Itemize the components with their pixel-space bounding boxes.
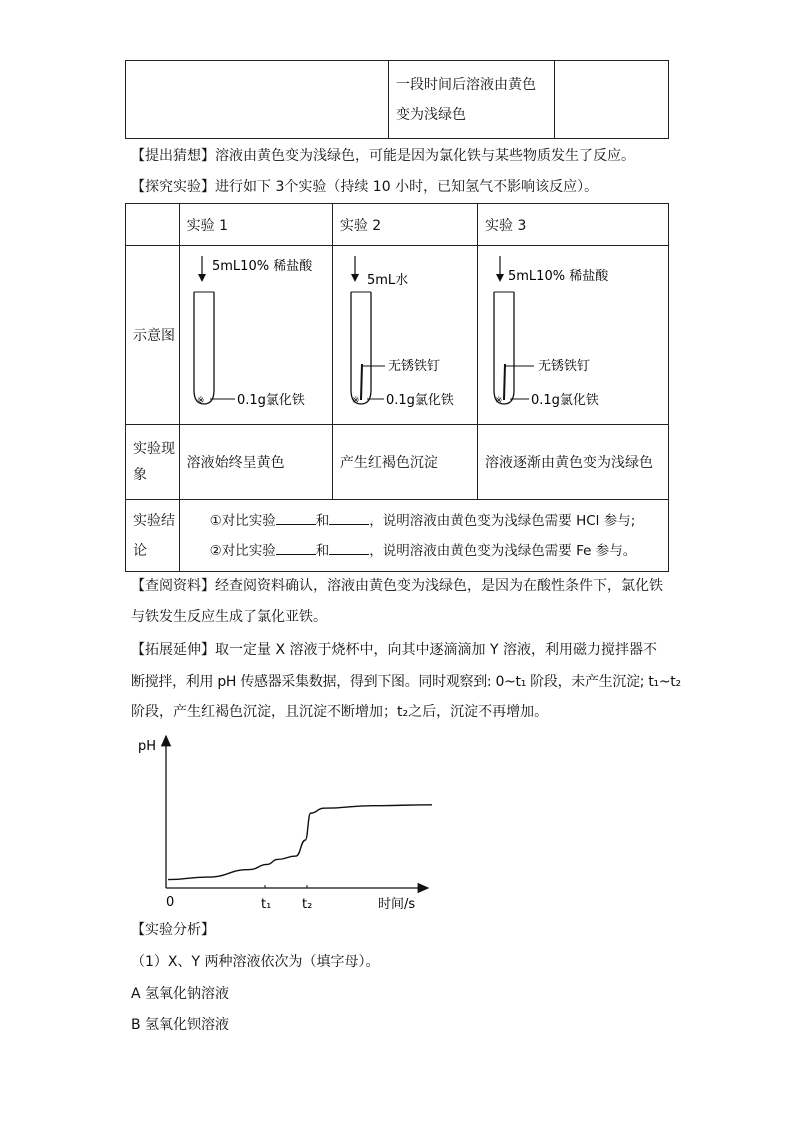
extension-label: 【拓展延伸】: [131, 642, 215, 658]
reagent-label-1: 5mL10% 稀盐酸: [211, 259, 312, 274]
blank-1b[interactable]: [329, 511, 369, 525]
ph-chart: [130, 728, 440, 918]
solid-label-3: 0.1g氯化铁: [531, 393, 599, 408]
reference-line2: 与铁发生反应生成了氯化亚铁。: [131, 609, 327, 625]
x-axis-label: 时间/s: [378, 897, 416, 912]
conclusion-label-1: 实验结: [133, 512, 175, 529]
ph-curve: [168, 805, 432, 880]
blank-2a[interactable]: [276, 541, 316, 555]
header-exp3: 实验 3: [478, 204, 669, 246]
extension-line3: 阶段，产生红褐色沉淀，且沉淀不断增加；t₂之后，沉淀不再增加。: [131, 704, 549, 720]
conclusion-label-2: 论: [133, 542, 147, 559]
test-tube-diagram-2: [333, 246, 472, 424]
solid-label-1: 0.1g氯化铁: [236, 393, 305, 408]
reagent-label-2: 5mL水: [366, 273, 409, 288]
solid-deposit: ※: [351, 396, 360, 406]
x-tick-t2: t₂: [302, 897, 313, 912]
conclusion2-and: 和: [315, 542, 330, 559]
phenomenon-exp1: 溶液始终呈黄色: [179, 425, 332, 500]
conclusion-cell: [179, 500, 668, 572]
extension-line1: [131, 640, 671, 660]
conclusion-label-cell: [126, 500, 180, 572]
explore-text: 进行如下 3个实验（持续 10 小时，已知氢气不影响该反应）。: [215, 179, 599, 195]
test-tube-diagram-1: [180, 246, 327, 424]
x-tick-t1: t₁: [261, 897, 272, 912]
drop-arrow-head: [496, 274, 504, 282]
phenomenon-label-1: 实验现: [133, 441, 175, 457]
phenomenon-label-cell: [126, 425, 180, 500]
top-cell-empty: [126, 61, 389, 139]
blank-2b[interactable]: [329, 541, 369, 555]
conclusion2-suffix: ，说明溶液由黄色变为浅绿色需要 Fe 参与。: [369, 542, 637, 559]
solid-deposit: ※: [196, 396, 205, 406]
blank-1a[interactable]: [276, 511, 316, 525]
diagram-cell-1: [179, 246, 332, 425]
conclusion-1: [210, 506, 668, 536]
hypothesis-label: 【提出猜想】: [131, 148, 215, 164]
test-tube: [194, 292, 214, 404]
iron-nail: [504, 364, 505, 400]
question-1: （1）X、Y 两种溶液依次为（填字母）。: [131, 954, 380, 970]
y-axis-label: pH: [138, 739, 157, 754]
phenomenon-exp3: 溶液逐渐由黄色变为浅绿色: [478, 425, 669, 500]
diagram-cell-3: [478, 246, 669, 425]
corner-cell: [126, 204, 180, 246]
drop-arrow-head: [351, 274, 359, 282]
nail-label-3: 无锈铁钉: [538, 359, 591, 374]
reference-label: 【查阅资料】: [131, 578, 215, 594]
diagram-row-label: 示意图: [126, 246, 180, 425]
reagent-label-3: 5mL10% 稀盐酸: [508, 269, 609, 284]
test-tube-diagram-3: [478, 246, 668, 424]
top-table: [125, 60, 669, 139]
solid-label-2: 0.1g氯化铁: [385, 393, 454, 408]
conclusion-2: [210, 536, 668, 566]
explore-paragraph: [131, 177, 671, 197]
diagram-cell-2: [332, 246, 477, 425]
observation-line1: 一段时间后溶液由黄色: [396, 76, 536, 93]
header-exp2: 实验 2: [332, 204, 477, 246]
nail-label-2: 无锈铁钉: [387, 359, 440, 374]
iron-nail: [361, 364, 362, 400]
reference-text1: 经查阅资料确认，溶液由黄色变为浅绿色，是因为在酸性条件下，氯化铁: [215, 578, 663, 594]
x-tick-0: 0: [166, 895, 175, 910]
conclusion1-suffix: ，说明溶液由黄色变为浅绿色需要 HCl 参与;: [369, 512, 636, 529]
drop-arrow-head: [198, 274, 206, 282]
extension-line2: 断搅拌，利用 pH 传感器采集数据，得到下图。同时观察到: 0~t₁ 阶段，未产生沉淀; t₁~t₂: [131, 674, 681, 690]
conclusion1-and: 和: [315, 512, 330, 529]
option-a: A 氢氧化钠溶液: [131, 986, 230, 1002]
experiment-table: [125, 203, 669, 572]
extension-text1: 取一定量 X 溶液于烧杯中，向其中逐滴滴加 Y 溶液，利用磁力搅拌器不: [215, 642, 657, 658]
top-cell-observation: [389, 61, 555, 139]
phenomenon-exp2: 产生红褐色沉淀: [332, 425, 477, 500]
conclusion1-prefix: ①对比实验: [209, 512, 276, 529]
reference-line1: [131, 576, 671, 596]
hypothesis-text: 溶液由黄色变为浅绿色，可能是因为氯化铁与某些物质发生了反应。: [215, 148, 635, 164]
header-exp1: 实验 1: [179, 204, 332, 246]
solid-deposit: ※: [495, 396, 503, 406]
analysis-label: 【实验分析】: [131, 922, 215, 938]
phenomenon-label-2: 象: [133, 467, 147, 483]
option-b: B 氢氧化钡溶液: [131, 1017, 230, 1033]
explore-label: 【探究实验】: [131, 179, 215, 195]
top-cell-empty-right: [555, 61, 669, 139]
conclusion2-prefix: ②对比实验: [209, 542, 276, 559]
observation-line2: 变为浅绿色: [396, 106, 466, 123]
hypothesis-paragraph: [131, 146, 671, 166]
